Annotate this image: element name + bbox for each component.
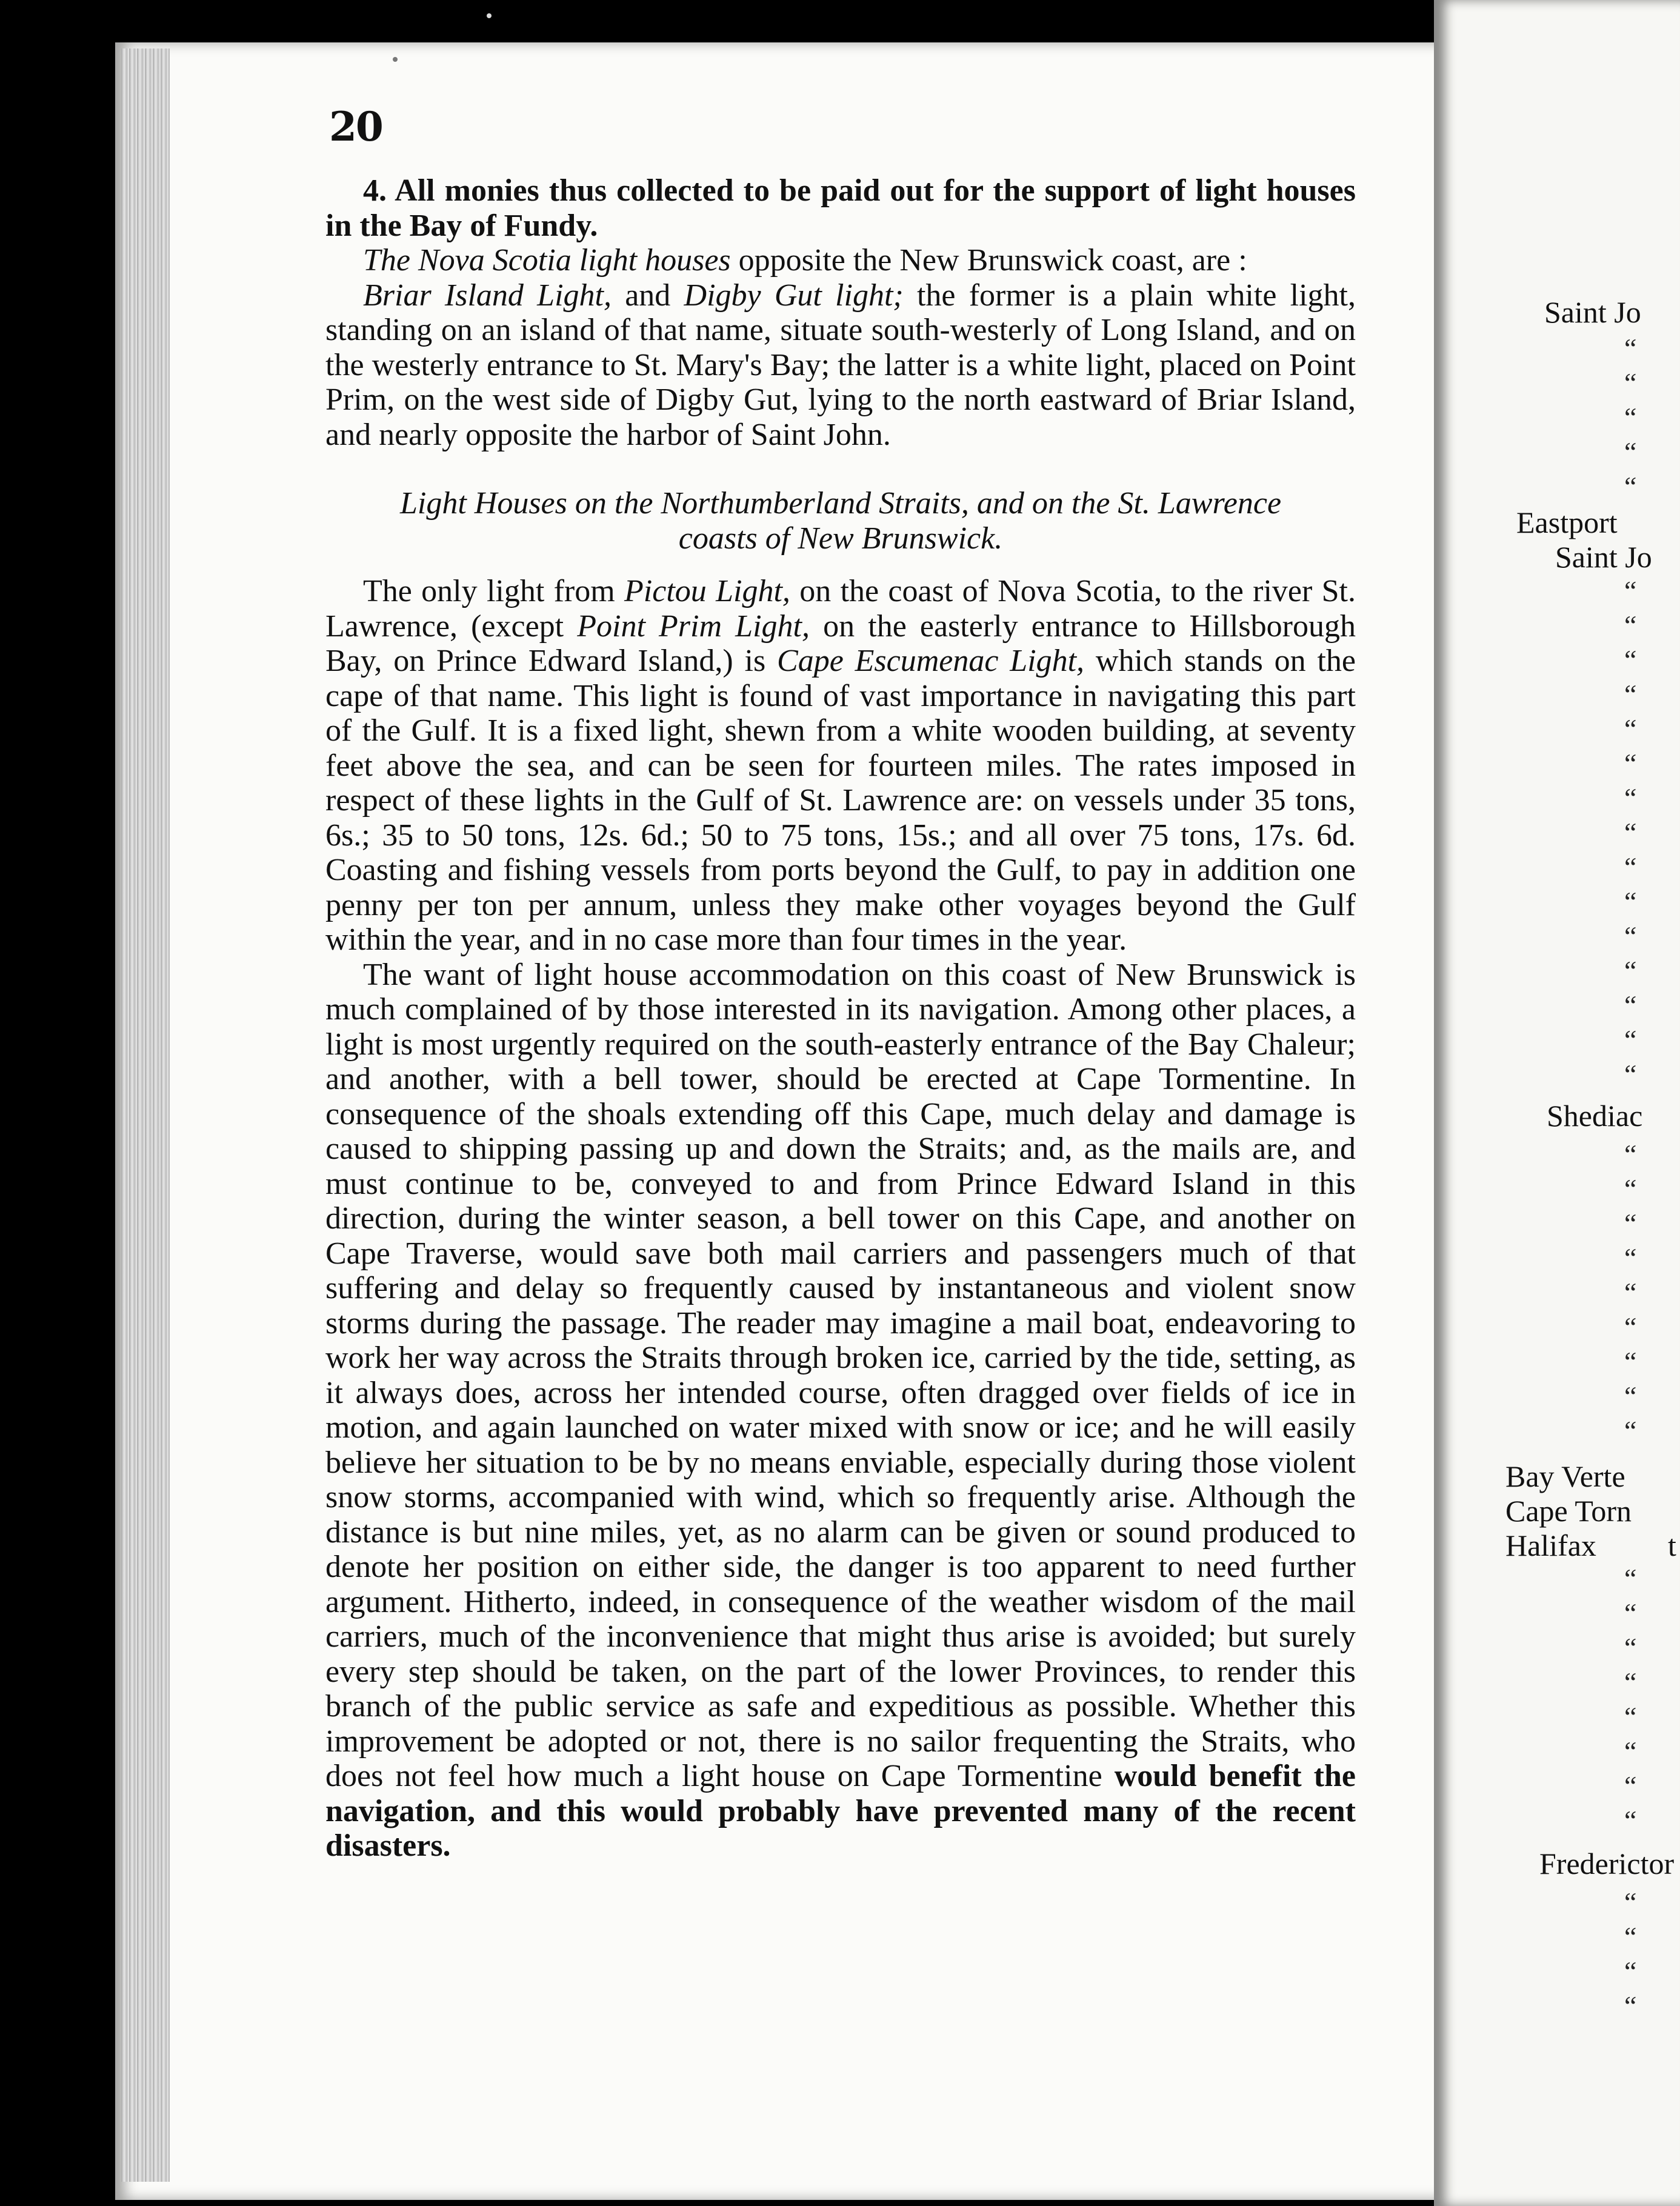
- entry-halifax: Halifax: [1505, 1528, 1596, 1562]
- italic-phrase: Cape Escumenac Light,: [777, 644, 1085, 678]
- entry-shediac: Shediac: [1547, 1099, 1643, 1133]
- ditto-mark: “: [1624, 1415, 1637, 1446]
- ditto-mark: “: [1624, 713, 1637, 744]
- ditto-mark: “: [1624, 1311, 1637, 1342]
- ditto-mark: “: [1624, 471, 1637, 502]
- ditto-mark: “: [1624, 367, 1637, 398]
- text-run: on the easterly entrance to Hillsborough Bay, on Prince Edward Island,) is: [325, 608, 1356, 678]
- ditto-mark: “: [1624, 748, 1637, 779]
- ditto-mark: “: [1624, 1667, 1637, 1698]
- left-page-text: [325, 103, 1356, 1864]
- heading-line-1: Light Houses on the Northumberland Straits, and on the St. Lawrence: [399, 486, 1282, 521]
- ditto-mark: “: [1624, 990, 1637, 1021]
- scan-speck: [393, 57, 398, 62]
- ditto-mark: “: [1624, 886, 1637, 917]
- ditto-mark: “: [1624, 610, 1637, 641]
- paragraph-nova-scotia-lights: [325, 243, 1356, 278]
- paragraph-want-of-lights: [325, 958, 1356, 1864]
- scan-speck: [487, 13, 492, 18]
- ditto-mark: “: [1624, 1024, 1637, 1055]
- text-run: which stands on the cape of that name. This light is found of vast importance in navigating this part of the Gulf. It is a fixed light, shewn from a white wooden building, at seventy feet above the sea, and can be seen for fourteen miles. The rates imposed in respect of these lights in the Gulf of St. Lawrence are: on vessels under 35 tons, 6s.; 35 to 50 tons, 12s. 6d.; 50 to 75 tons, 15s.; and all over 75 tons, 17s. 6d. Coasting and fishing vessels from ports beyond the Gulf, to pay in addition one penny per ton per annum, unless they make other voyages beyond the Gulf within the year, and in no case more than four times in the year.: [325, 644, 1356, 957]
- ditto-mark: “: [1624, 1701, 1637, 1732]
- entry-halifax-suffix: t: [1668, 1528, 1676, 1562]
- ditto-mark: “: [1624, 1990, 1637, 2021]
- text-run: on the coast of Nova Scotia, to the river St. Lawrence, (except: [325, 574, 1356, 644]
- ditto-mark: “: [1624, 1770, 1637, 1801]
- ditto-mark: “: [1624, 817, 1637, 848]
- section-heading: [325, 486, 1356, 556]
- heading-line-2: coasts of New Brunswick.: [678, 521, 1003, 556]
- text-run: The want of light house accommodation on this coast of New Brunswick is much complained of by those interested in its navigation. Among other places, a light is most urgently required on the south-easterly entrance of the Bay Chaleur; and another, with a bell tower, should be erected at Cape Tormentine. In consequence of the shoals extending off this Cape, much delay and damage is caused to shipping passing up and down the Straits; and, as the mails are, and must continue to be, conveyed to and from Prince Edward Island in this direction, during the winter season, a bell tower on this Cape, and another on Cape Traverse, would save both mail carriers and passengers much of that suffering and delay so frequently caused by instantaneous and violent snow storms during the passage. The reader may imagine a mail boat, endeavoring to work her way across the Straits through broken ice, carried by the tide, setting, as it always does, across her intended course, often dragged over fields of ice in motion, and again launched on water mixed with snow or ice; and he will easily believe her situation to be by no means enviable, especially during those violent snow storms, accompanied with wind, which so frequently arise. Although the distance is but nine miles, yet, as no alarm can be given or sound produced to denote her position on either side, the danger is too apparent to need further argument. Hitherto, indeed, in consequence of the weather wisdom of the mail carriers, much of the inconvenience that might thus arise is avoided; but surely every step should be taken, on the part of the lower Provinces, to render this branch of the public service as safe and expeditious as possible. Whether this improvement be adopted or not, there is no sailor frequenting the Straits, who does not feel how much a light house on Cape Tormentine: [325, 957, 1356, 1793]
- ditto-mark: “: [1624, 575, 1637, 606]
- ditto-mark: “: [1624, 1208, 1637, 1239]
- ditto-mark: “: [1624, 1805, 1637, 1836]
- ditto-mark: “: [1624, 644, 1637, 675]
- italic-phrase: Briar Island Light,: [363, 278, 612, 313]
- italic-phrase: Digby Gut light;: [684, 278, 904, 313]
- ditto-mark: “: [1624, 1173, 1637, 1204]
- ditto-mark: “: [1624, 1921, 1637, 1952]
- ditto-mark: “: [1624, 1956, 1637, 1987]
- entry-cape-tormentine: Cape Torn: [1505, 1494, 1632, 1528]
- entry-fredericton: Frederictor: [1539, 1847, 1675, 1881]
- entry-bay-verte: Bay Verte: [1505, 1459, 1625, 1493]
- ditto-mark: “: [1624, 1381, 1637, 1411]
- ditto-mark: “: [1624, 921, 1637, 951]
- entry-eastport: Eastport: [1516, 505, 1618, 539]
- ditto-mark: “: [1624, 1887, 1637, 1918]
- text-run: and: [611, 278, 684, 313]
- ditto-mark: “: [1624, 1736, 1637, 1767]
- ditto-mark: “: [1624, 1242, 1637, 1273]
- ditto-mark: “: [1624, 1059, 1637, 1090]
- italic-phrase: The Nova Scotia light houses: [363, 243, 731, 278]
- entry-saint-john-1: Saint Jo: [1544, 295, 1641, 329]
- ditto-mark: “: [1624, 1598, 1637, 1628]
- ditto-mark: “: [1624, 1632, 1637, 1663]
- ditto-mark: “: [1624, 333, 1637, 364]
- paragraph-briar-digby: [325, 278, 1356, 453]
- text-run: opposite the New Brunswick coast, are :: [730, 243, 1247, 278]
- text-run: The only light from: [363, 574, 625, 608]
- page-number: 20: [329, 103, 382, 150]
- text-run: the former is a plain white light, standing on an island of that name, situate south-westerly of Long Island, and on the westerly entrance to St. Mary's Bay; the latter is a white light, placed on Point Prim, on the west side of Digby Gut, lying to the north eastward of Briar Island, and nearly opposite the harbor of Saint John.: [325, 278, 1356, 452]
- paragraph-monies: 4. All monies thus collected to be paid out for the support of light houses in the Bay of Fundy.: [325, 173, 1356, 243]
- ditto-mark: “: [1624, 1277, 1637, 1308]
- ditto-mark: “: [1624, 851, 1637, 882]
- ditto-mark: “: [1624, 402, 1637, 433]
- paragraph-pictou: [325, 574, 1356, 958]
- ditto-mark: “: [1624, 955, 1637, 986]
- italic-phrase: Pictou Light,: [624, 574, 790, 608]
- closing-text: would benefit the navigation, and this would probably have prevented many of the recent disasters.: [325, 1759, 1356, 1863]
- ditto-mark: “: [1624, 679, 1637, 710]
- ditto-mark: “: [1624, 1563, 1637, 1594]
- ditto-mark: “: [1624, 782, 1637, 813]
- ditto-mark: “: [1624, 1139, 1637, 1170]
- ditto-mark: “: [1624, 436, 1637, 467]
- page-edges: [121, 48, 170, 2182]
- ditto-mark: “: [1624, 1346, 1637, 1377]
- entry-saint-john-2: Saint Jo: [1555, 540, 1652, 574]
- italic-phrase: Point Prim Light,: [577, 608, 810, 644]
